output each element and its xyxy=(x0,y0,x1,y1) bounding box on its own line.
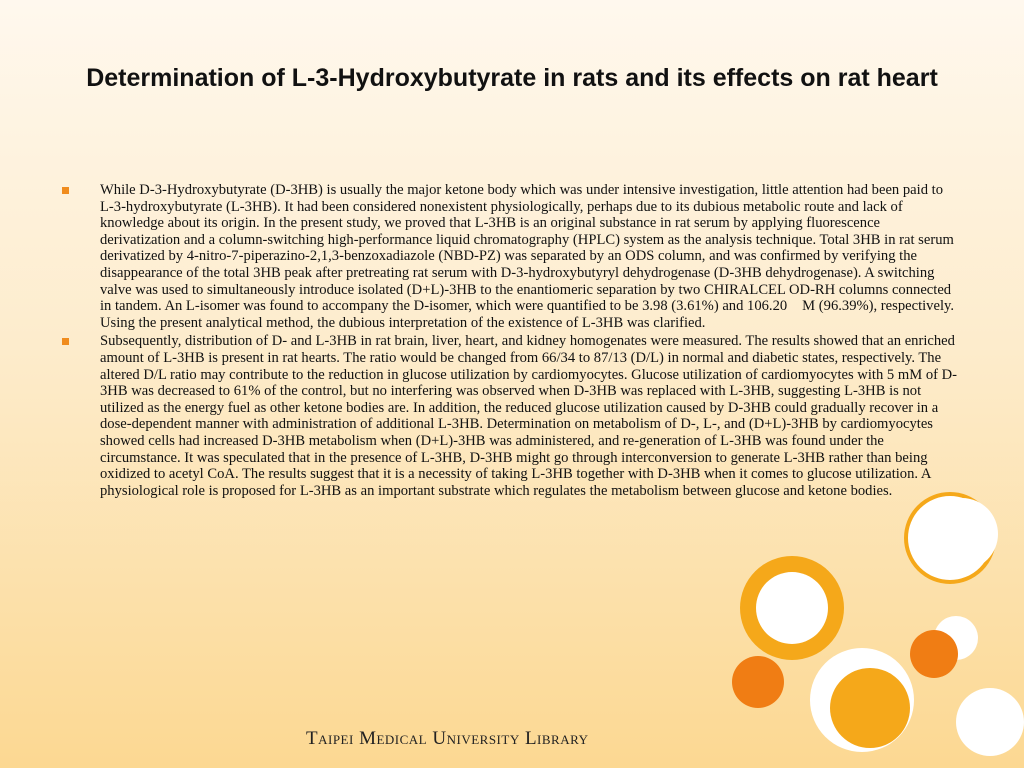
bullet-item xyxy=(60,333,960,499)
decor-circle-amber-mid xyxy=(830,668,910,748)
decor-circle-white-bottom xyxy=(956,688,1024,756)
decor-circle-orange-small xyxy=(732,656,784,708)
decorative-circles xyxy=(720,490,1024,768)
decor-circle-white-inner xyxy=(756,572,828,644)
bullet-text: Subsequently, distribution of D- and L-3HB in rat brain, liver, heart, and kidney homogenates were measured. The results showed that an enriched amount of L-3HB is present in rat hearts. The ratio would be changed from 66/34 to 87/13 (D/L) in normal and diabetic states, respectively. The altered D/L ratio may contribute to the reduction in glucose utilization by cardiomyocytes. Glucose utilization of cardiomyocytes with 5 mM of D-3HB was decreased to 61% of the control, but no interfering was observed when D-3HB was replaced with L-3HB, suggesting L-3HB is not utilized as the energy fuel as other ketone bodies are. In addition, the reduced glucose utilization caused by D-3HB could gradually recover in a dose-dependent manner with administration of additional L-3HB. Determination on metabolism of D-, L-, and (D+L)-3HB by cardiomyocytes showed cells had increased D-3HB metabolism when (D+L)-3HB was administered, and re-generation of L-3HB was found under the circumstance. It was speculated that in the presence of L-3HB, D-3HB might go through interconversion to generate L-3HB rather than being oxidized to acetyl CoA. The results suggest that it is a necessity of taking L-3HB together with D-3HB when it comes to glucose utilization. A physiological role is proposed for L-3HB as an important substrate which regulates the metabolism between glucose and ketone bodies. xyxy=(100,333,958,499)
bullet-item xyxy=(60,182,960,331)
decor-circle-white-top xyxy=(926,498,998,570)
square-bullet-icon xyxy=(62,187,69,194)
square-bullet-icon xyxy=(62,338,69,345)
bullet-text: While D-3-Hydroxybutyrate (D-3HB) is usually the major ketone body which was under intensive investigation, little attention had been paid to L-3-hydroxybutyrate (L-3HB). It had been considered nonexistent physiologically, perhaps due to its dubious metabolic route and lack of knowledge about its origin. In the present study, we proved that L-3HB is an original substance in rat serum by applying fluorescence derivatization and a column-switching high-performance liquid chromatography (HPLC) system as the analysis technique. Total 3HB in rat serum derivatized by 4-nitro-7-piperazino-2,1,3-benzoxadiazole (NBD-PZ) was separated by an ODS column, and was confirmed by verifying the disappearance of the total 3HB peak after pretreating rat serum with D-3-hydroxybutyryl dehydrogenase (D-3HB dehydrogenase). A switching valve was used to simultaneously introduce isolated (D+L)-3HB to the enantiomeric separation by two CHIRALCEL OD-RH columns connected in tandem. An L-isomer was found to accompany the D-isomer, which were quantified to be 3.98 (3.61%) and 106.20 M (96.39%), respectively. Using the present analytical method, the dubious interpretation of the existence of L-3HB was clarified. xyxy=(100,182,954,331)
footer-library-name: Taipei Medical University Library xyxy=(306,728,589,749)
decor-circle-orange-right xyxy=(910,630,958,678)
slide-title: Determination of L-3-Hydroxybutyrate in rats and its effects on rat heart xyxy=(86,64,938,92)
bullet-list xyxy=(60,182,960,501)
